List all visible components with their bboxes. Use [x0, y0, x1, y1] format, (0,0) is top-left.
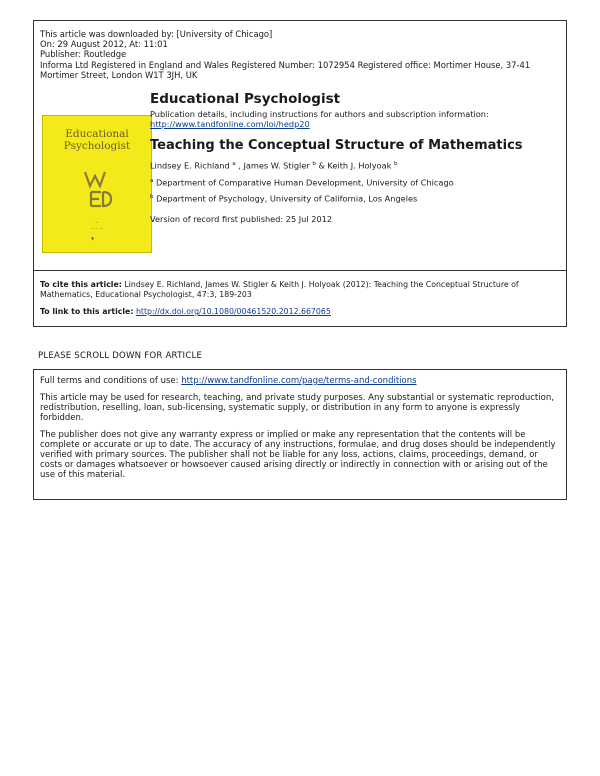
- cover-fineprint: —: [95, 220, 99, 224]
- author-affil-sup: b: [312, 161, 316, 167]
- affiliation-b: [150, 192, 530, 205]
- cover-title-line2: Psychologist: [63, 140, 131, 152]
- doi-label: To link to this article:: [40, 307, 134, 316]
- scroll-down-notice: PLEASE SCROLL DOWN FOR ARTICLE: [38, 351, 203, 361]
- affiliation-a: [150, 176, 530, 189]
- article-info: [150, 91, 530, 225]
- affil-sup: b: [150, 194, 154, 201]
- terms-paragraph-liability: The publisher does not give any warranty express or implied or make any representation that the contents will be complete or accurate or up to date. The accuracy of any instructions, formulae, and drug doses should be independently verified with primary sources. The publisher shall not be liable for any loss, actions, claims, proceedings, demand, or costs or damages whatsoever or howsoever caused arising directly or indirectly in connection with or arising out of the use of this material.: [40, 430, 556, 480]
- author-list: [150, 159, 530, 172]
- download-line: This article was downloaded by: [University of Chicago]: [40, 29, 273, 39]
- terms-paragraph-usage: This article may be used for research, teaching, and private study purposes. Any substantial or systematic reproduction, redistribution, reselling, loan, sub-licensing, systematic supply, or distribution in any form to anyone is expressly forbidden.: [40, 393, 554, 423]
- journal-title: Educational Psychologist: [150, 91, 341, 107]
- publisher-line: Publisher: Routledge: [40, 49, 127, 60]
- cover-fineprint-2: — — —: [91, 226, 103, 230]
- journal-link[interactable]: http://www.tandfonline.com/loi/hedp20: [150, 119, 310, 129]
- version-of-record: Version of record first published: 25 Jul 2012: [150, 214, 333, 225]
- terms-box: [33, 369, 567, 500]
- cover-title-line1: Educational: [65, 128, 129, 140]
- journal-logo-icon: [81, 168, 113, 212]
- terms-intro-text: Full terms and conditions of use:: [40, 376, 179, 386]
- citation-box: [33, 270, 567, 327]
- download-notice: [40, 29, 560, 80]
- affiliation-text: Department of Comparative Human Development, University of Chicago: [155, 177, 454, 188]
- registration-line: Informa Ltd Registered in England and Wales Registered Number: 1072954 Registered office: Mortimer House, 37-41 Mortimer Street, London W1T 3JH, UK: [40, 59, 531, 80]
- publication-details-text: Publication details, including instructions for authors and subscription information:: [150, 109, 489, 119]
- affiliation-text: Department of Psychology, University of California, Los Angeles: [156, 194, 418, 205]
- author-name: Lindsey E. Richland: [150, 160, 230, 171]
- terms-link[interactable]: http://www.tandfonline.com/page/terms-and-conditions: [181, 376, 417, 386]
- citation-row: [40, 280, 562, 300]
- doi-link[interactable]: http://dx.doi.org/10.1080/00461520.2012.667065: [135, 307, 331, 316]
- author-affil-sup: b: [393, 161, 398, 167]
- author-name: & Keith J. Holyoak: [318, 160, 392, 171]
- affil-sup: a: [150, 177, 154, 184]
- terms-content: [40, 376, 562, 487]
- cite-text: Lindsey E. Richland, James W. Stigler & Keith J. Holyoak (2012): Teaching the Conceptual Structure of Mathematics, Educational Psychologist, 47:3, 189-203: [40, 280, 519, 299]
- publication-details: [150, 109, 530, 129]
- terms-intro: [40, 376, 562, 386]
- citation-content: [40, 280, 562, 317]
- cover-title: [43, 128, 151, 152]
- article-title: Teaching the Conceptual Structure of Mathematics: [150, 138, 523, 153]
- cover-publisher-mark: ▼: [91, 236, 95, 241]
- doi-row: [40, 307, 562, 317]
- journal-cover-image: [42, 115, 152, 253]
- download-date: On: 29 August 2012, At: 11:01: [40, 39, 168, 50]
- author-affil-sup: a: [232, 161, 236, 167]
- author-name: , James W. Stigler: [238, 160, 310, 171]
- cite-label: To cite this article:: [40, 280, 122, 289]
